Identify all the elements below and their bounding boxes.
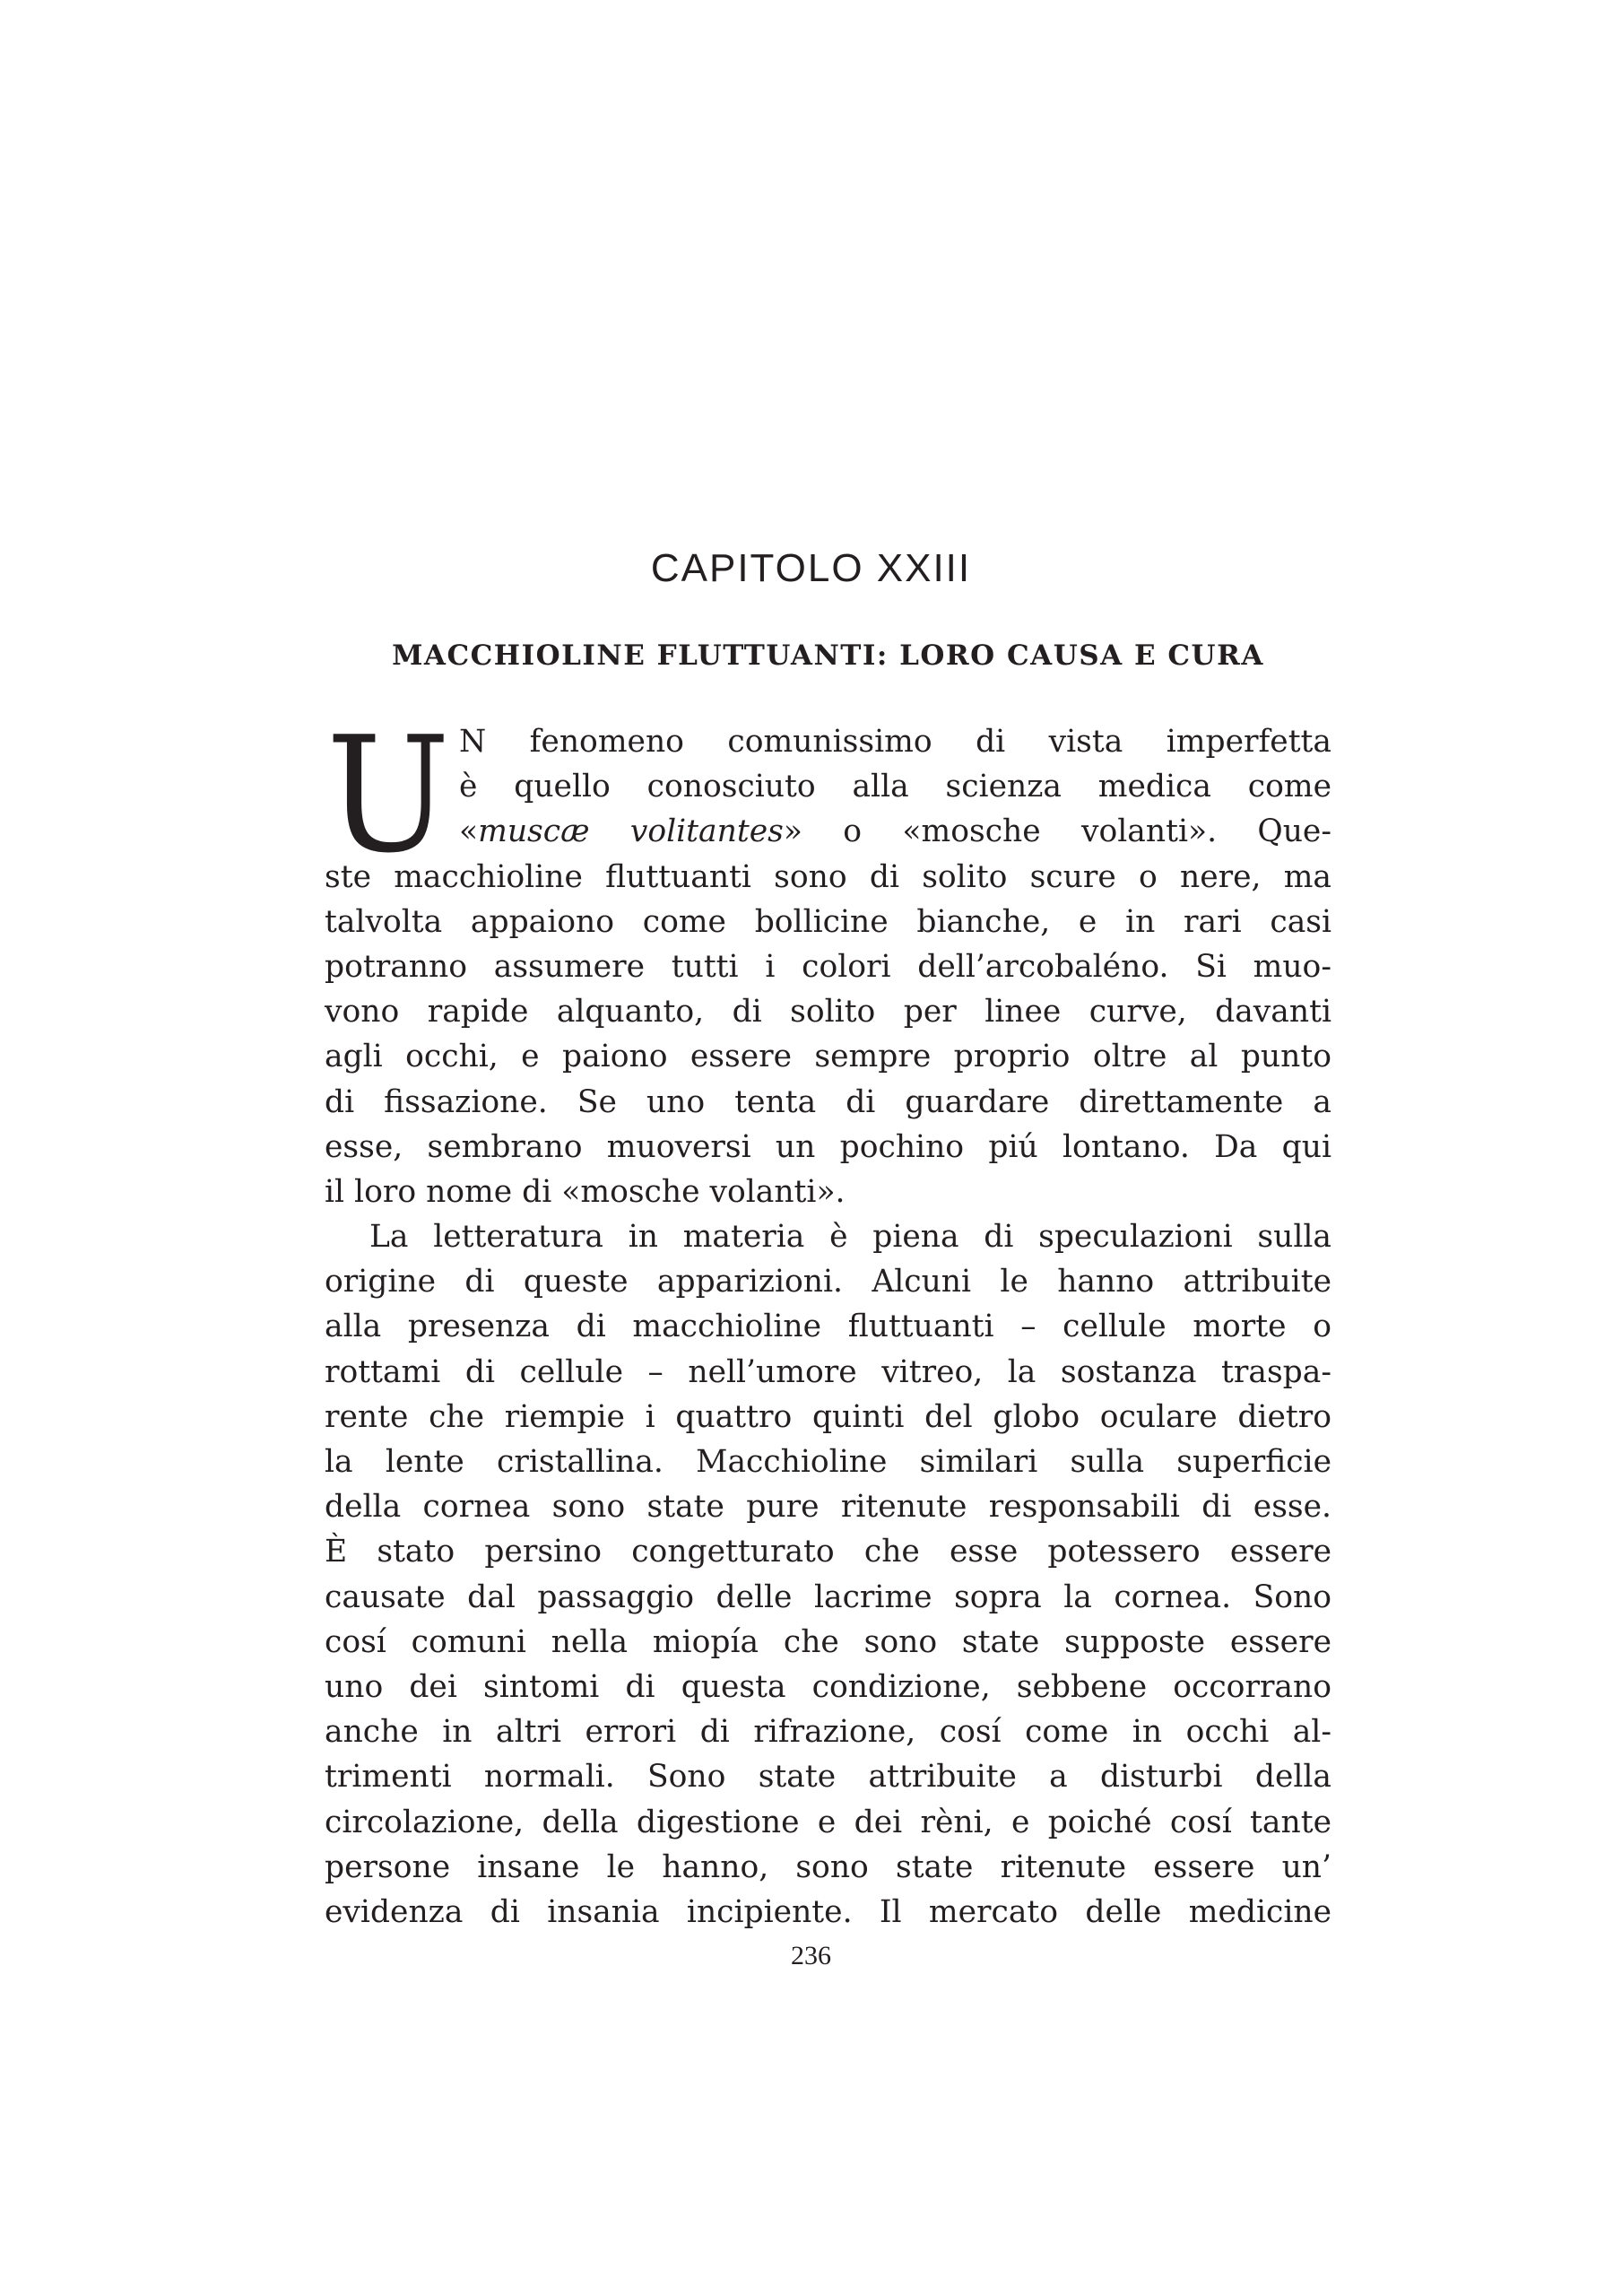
- line-rest: » o «mosche volanti». Que-: [783, 813, 1331, 850]
- text-line: [325, 809, 1331, 854]
- text-line: vono rapide alquanto, di solito per linee curve, davanti: [325, 994, 1331, 1031]
- text-line: rente che riempie i quattro quinti del globo oculare dietro: [325, 1398, 1331, 1435]
- text-line: esse, sembrano muoversi un pochino piú lontano. Da qui: [325, 1128, 1331, 1165]
- text-line: agli occhi, e paiono essere sempre proprio oltre al punto: [325, 1039, 1331, 1075]
- text-line: alla presenza di macchioline fluttuanti – cellule morte o: [325, 1309, 1331, 1345]
- text-line: circolazione, della digestione e dei rèni, e poiché cosí tante: [325, 1804, 1331, 1840]
- drop-cap: U: [326, 702, 451, 888]
- paragraph-1: [325, 719, 1331, 1214]
- text-line: rottami di cellule – nell’umore vitreo, la sostanza traspa-: [325, 1353, 1331, 1390]
- text-line: di fissazione. Se uno tenta di guardare direttamente a: [325, 1083, 1331, 1120]
- text-line: evidenza di insania incipiente. Il mercato delle medicine: [325, 1893, 1331, 1930]
- text-line: persone insane le hanno, sono state ritenute essere un’: [325, 1848, 1331, 1885]
- text-line: cosí comuni nella miopía che sono state supposte essere: [325, 1623, 1331, 1660]
- body-text: [325, 702, 1331, 1935]
- chapter-title: CAPITOLO XXIII: [650, 546, 972, 590]
- text-line: trimenti normali. Sono state attribuite a disturbi della: [325, 1759, 1331, 1796]
- text-line: è quello conosciuto alla scienza medica come: [459, 769, 1331, 805]
- text-line: causate dal passaggio delle lacrime sopra la cornea. Sono: [325, 1578, 1331, 1615]
- text-line: la lente cristallina. Macchioline similari sulla superficie: [325, 1444, 1331, 1480]
- text-line: della cornea sono state pure ritenute responsabili di esse.: [325, 1489, 1331, 1526]
- quote-open: «: [459, 813, 479, 850]
- paragraph-2: [325, 1214, 1331, 1935]
- page-number: 236: [791, 1941, 831, 1970]
- text-line: potranno assumere tutti i colori dell’arcobaléno. Si muo-: [325, 948, 1331, 985]
- chapter-subtitle: MACCHIOLINE FLUTTUANTI: LORO CAUSA E CURA: [392, 639, 1264, 672]
- italic-term: muscæ volitantes: [478, 813, 784, 850]
- text-line: È stato persino congetturato che esse potessero essere: [325, 1534, 1331, 1570]
- text-line: anche in altri errori di rifrazione, cosí come in occhi al-: [325, 1714, 1331, 1751]
- text-line: talvolta appaiono come bollicine bianche, e in rari casi: [325, 903, 1331, 940]
- text-line: origine di queste apparizioni. Alcuni le hanno attribuite: [325, 1264, 1331, 1300]
- text-line: uno dei sintomi di questa condizione, sebbene occorrano: [325, 1668, 1331, 1705]
- text-line: N fenomeno comunissimo di vista imperfetta: [459, 724, 1331, 760]
- text-line: ste macchioline fluttuanti sono di solito scure o nere, ma: [325, 858, 1331, 895]
- text-line: La letteratura in materia è piena di speculazioni sulla: [369, 1219, 1331, 1256]
- text-line: il loro nome di «mosche volanti».: [325, 1173, 846, 1210]
